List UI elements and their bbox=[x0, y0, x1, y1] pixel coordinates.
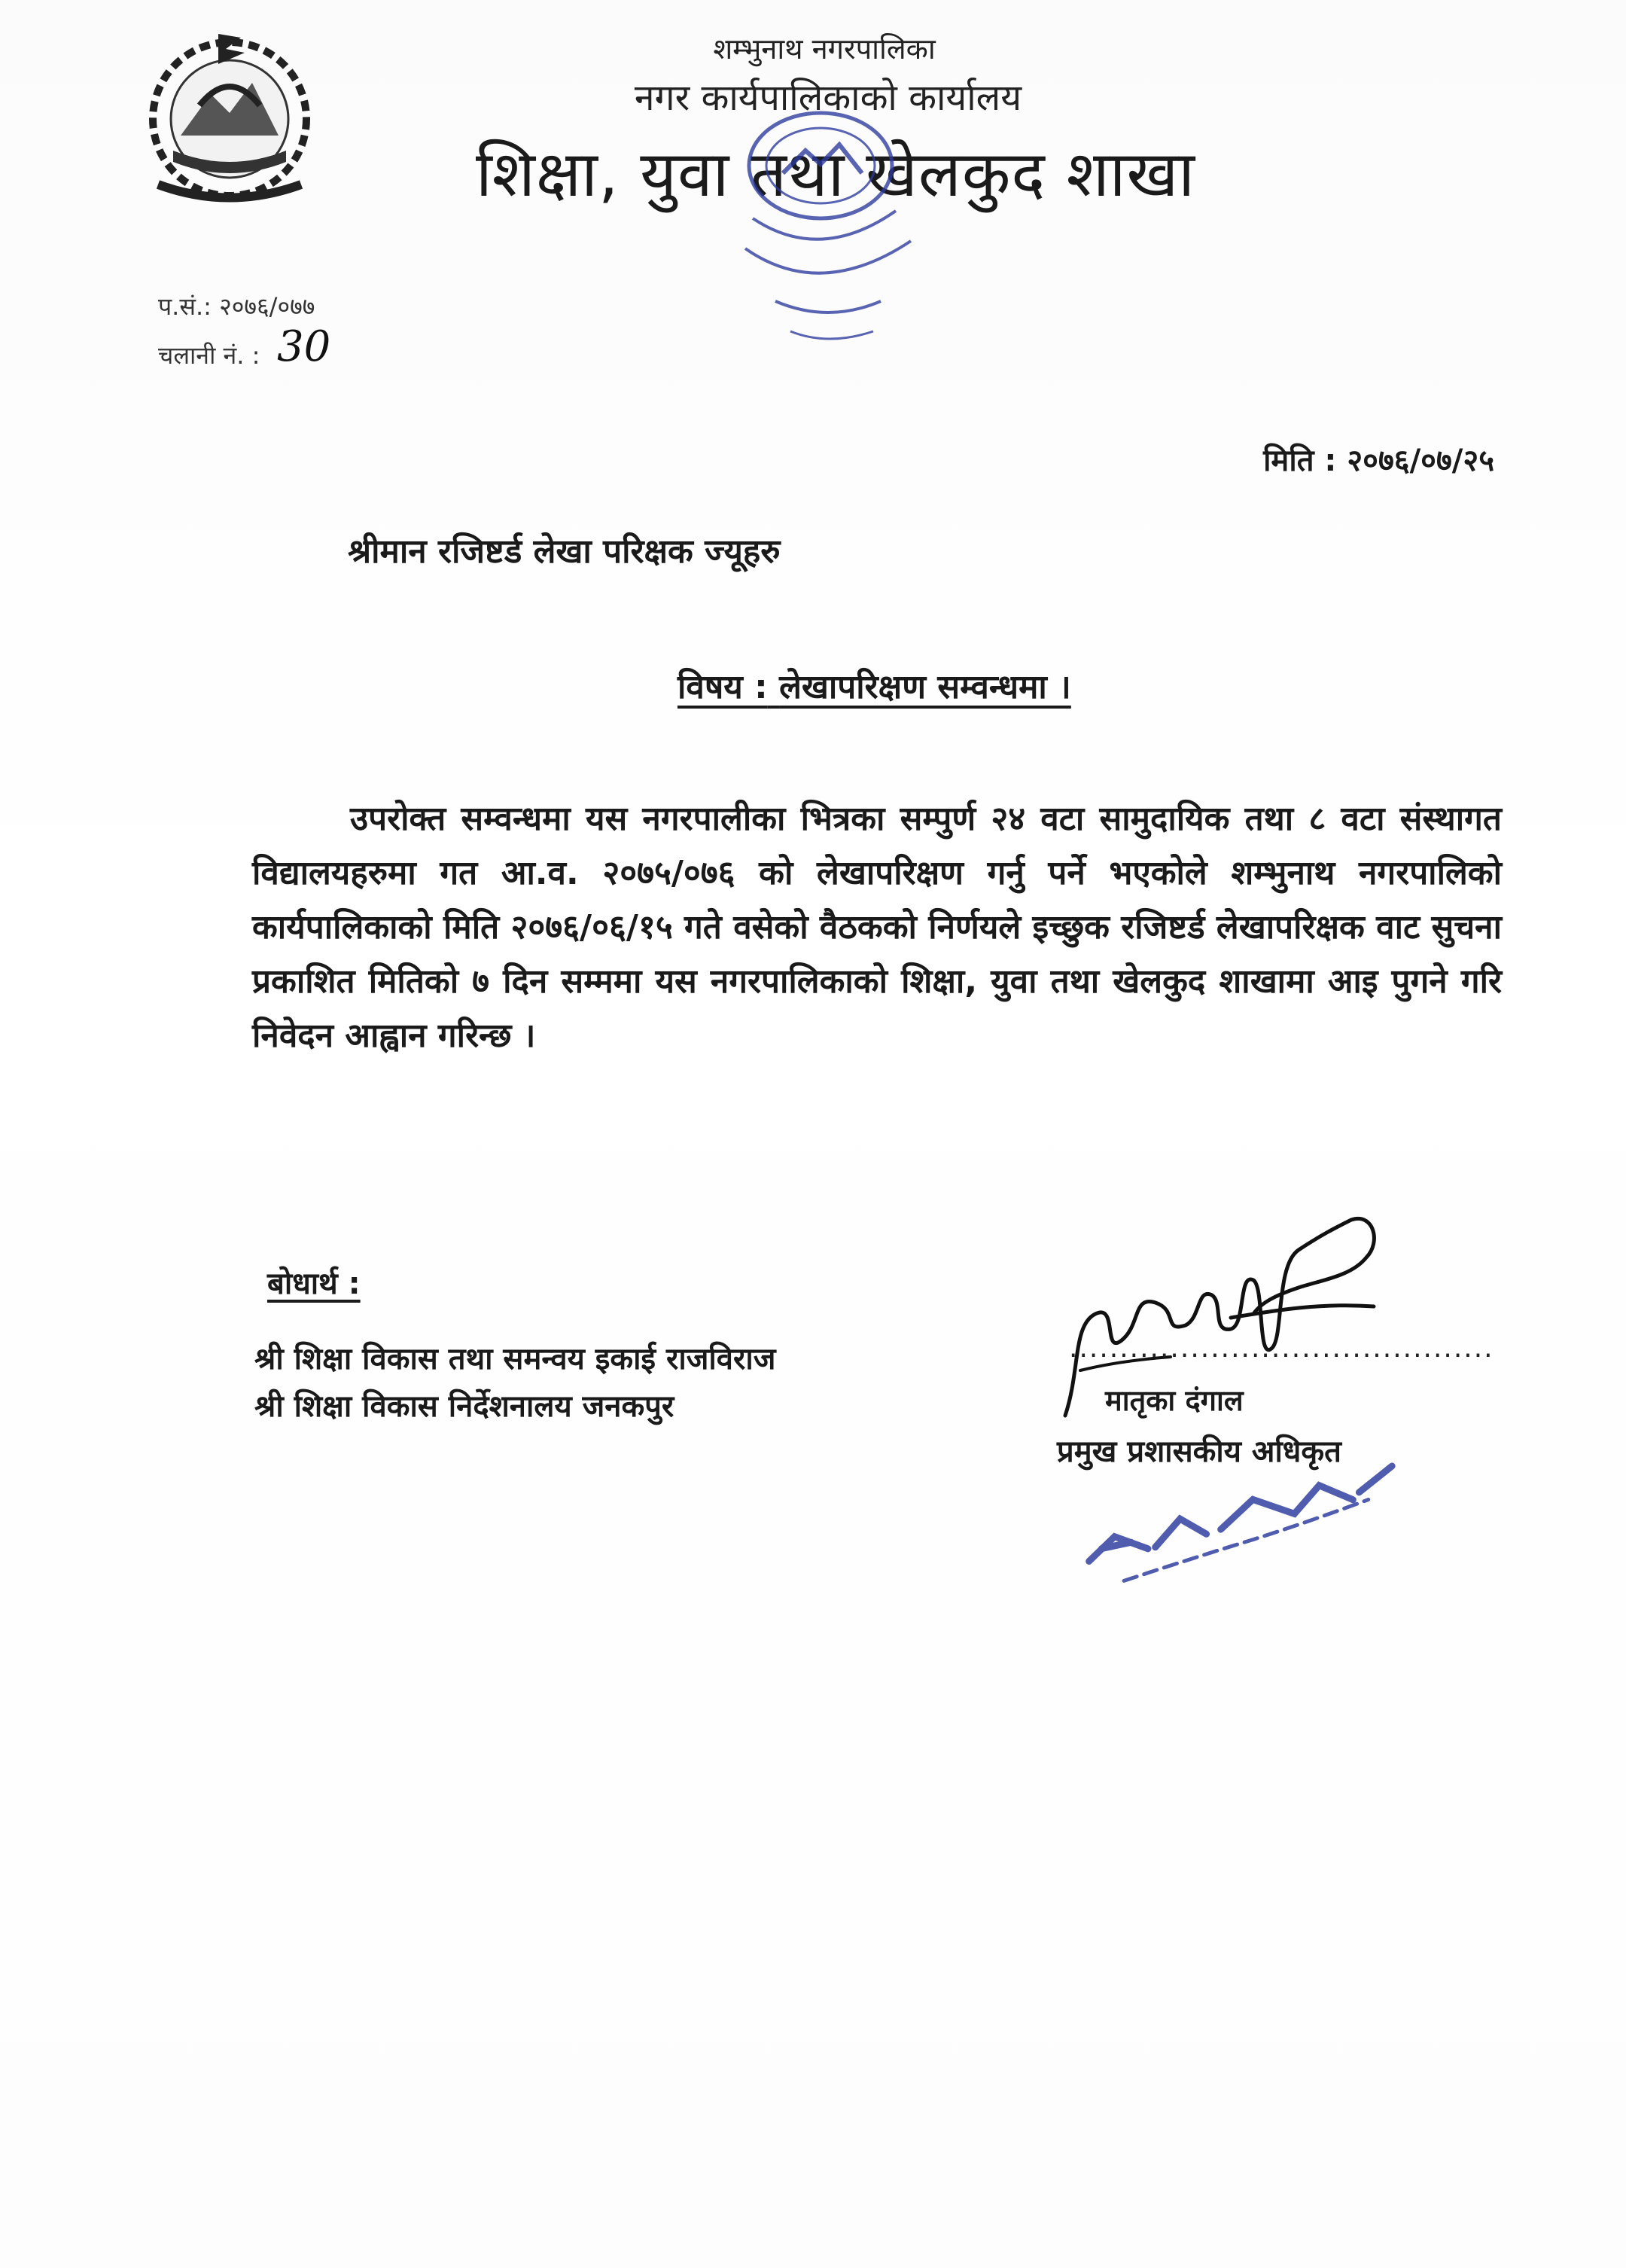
letter-body: उपरोक्त सम्वन्धमा यस नगरपालीका भित्रका सम्पुर्ण २४ वटा सामुदायिक तथा ८ वटा संस्थागत विद्यालयहरुमा गत आ.व. २०७५/०७६ को लेखापरिक्षण गर्नु पर्ने भएकोले शम्भुनाथ नगरपालिको कार्यपालिकाको मिति २०७६/०६/१५ गते वसेको वैठकको निर्णयले इच्छुक रजिष्टर्ड लेखापरिक्षक वाट सुचना प्रकाशित मितिको ७ दिन सम्ममा यस नगरपालिकाको शिक्षा, युवा तथा खेलकुद शाखामा आइ पुगने गरि निवेदन आह्वान गरिन्छ । bbox=[252, 800, 1502, 1055]
signatory-name: मातृका दंगाल bbox=[1105, 1384, 1244, 1417]
signature-line: .......................................... bbox=[1069, 1333, 1494, 1364]
date-value: २०७६/०७/२५ bbox=[1347, 444, 1494, 478]
branch-title: शिक्षा, युवा तथा खेलकुद शाखा bbox=[476, 137, 1195, 211]
cc-item: श्री शिक्षा विकास तथा समन्वय इकाई राजविराज bbox=[254, 1342, 776, 1376]
cc-item: श्री शिक्षा विकास निर्देशनालय जनकपुर bbox=[254, 1389, 674, 1424]
dispatch-number-label: चलानी नं. : bbox=[158, 341, 260, 370]
office-seal-stamp bbox=[693, 75, 979, 369]
date-label: मिति : bbox=[1263, 444, 1337, 478]
dispatch-number-value: 30 bbox=[277, 322, 331, 371]
signatory-title: प्रमुख प्रशासकीय अधिकृत bbox=[1057, 1434, 1341, 1469]
subject-line bbox=[678, 663, 1071, 708]
subject-text: लेखापरिक्षण सम्वन्धमा । bbox=[779, 668, 1071, 706]
reference-number bbox=[158, 290, 315, 322]
office-name: नगर कार्यपालिकाको कार्यालय bbox=[634, 77, 1022, 119]
letter-date bbox=[1263, 438, 1494, 480]
cc-label: बोधार्थ : bbox=[267, 1267, 361, 1301]
reference-label: प.सं.: bbox=[158, 292, 212, 321]
addressee: श्रीमान रजिष्टर्ड लेखा परिक्षक ज्यूहरु bbox=[348, 532, 781, 571]
reference-value: २०७६/०७७ bbox=[219, 292, 315, 321]
municipality-name: शम्भुनाथ नगरपालिका bbox=[713, 32, 936, 66]
subject-label: विषय : bbox=[678, 668, 768, 706]
name-stamp bbox=[1069, 1457, 1415, 1585]
